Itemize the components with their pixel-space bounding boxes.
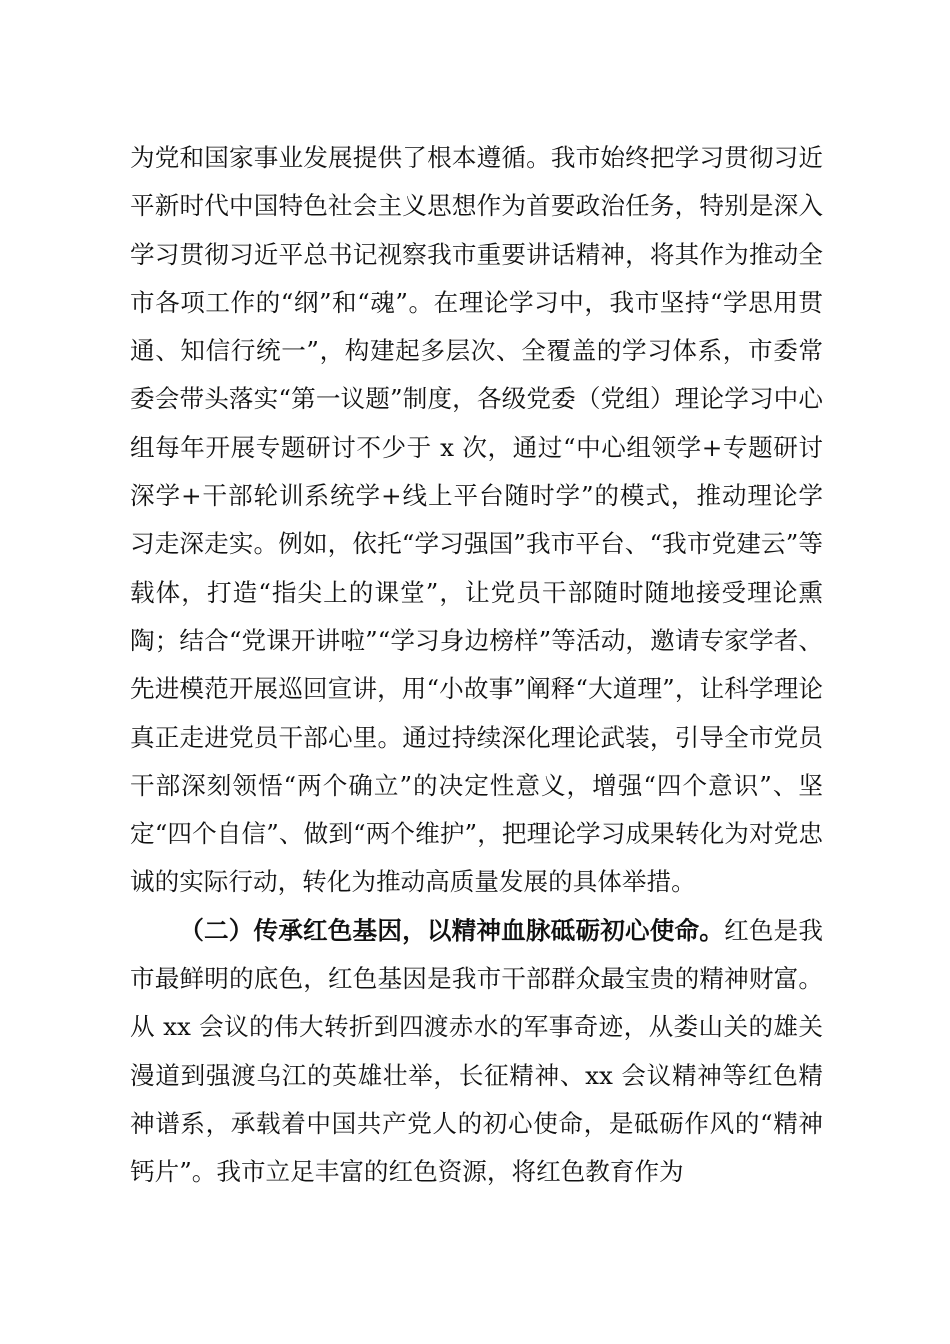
paragraph-red-gene-text: 红色是我市最鲜明的底色，红色基因是我市干部群众最宝贵的精神财富。从 xx 会议的伟大转折到四渡赤水的军事奇迹，从娄山关的雄关漫道到强渡乌江的英雄壮举，长征精神、xx 会议精神等红色精神谱系，承载着中国共产党人的初心使命，是砥砺作风的“精神钙片”。我市立足丰富的红色资源，将红色教育作为 [130, 915, 823, 1187]
paragraph-theory-study: 为党和国家事业发展提供了根本遵循。我市始终把学习贯彻习近平新时代中国特色社会主义思想作为首要政治任务，特别是深入学习贯彻习近平总书记视察我市重要讲话精神，将其作为推动全市各项工作的“纲”和“魂”。在理论学习中，我市坚持“学思用贯通、知信行统一”，构建起多层次、全覆盖的学习体系，市委常委会带头落实“第一议题”制度，各级党委（党组）理论学习中心组每年开展专题研讨不少于 x 次，通过“中心组领学+专题研讨深学+干部轮训系统学+线上平台随时学”的模式，推动理论学习走深走实。例如，依托“学习强国”我市平台、“我市党建云”等载体，打造“指尖上的课堂”，让党员干部随时随地接受理论熏陶；结合“党课开讲啦”“学习身边榜样”等活动，邀请专家学者、先进模范开展巡回宣讲，用“小故事”阐释“大道理”，让科学理论真正走进党员干部心里。通过持续深化理论武装，引导全市党员干部深刻领悟“两个确立”的决定性意义，增强“四个意识”、坚定“四个自信”、做到“两个维护”，把理论学习成果转化为对党忠诚的实际行动，转化为推动高质量发展的具体举措。 [130, 143, 823, 897]
document-body [130, 134, 823, 1197]
section-heading-inherit-red-gene: （二）传承红色基因，以精神血脉砥砺初心使命。 [179, 915, 725, 945]
paragraph-red-gene [130, 907, 823, 1197]
